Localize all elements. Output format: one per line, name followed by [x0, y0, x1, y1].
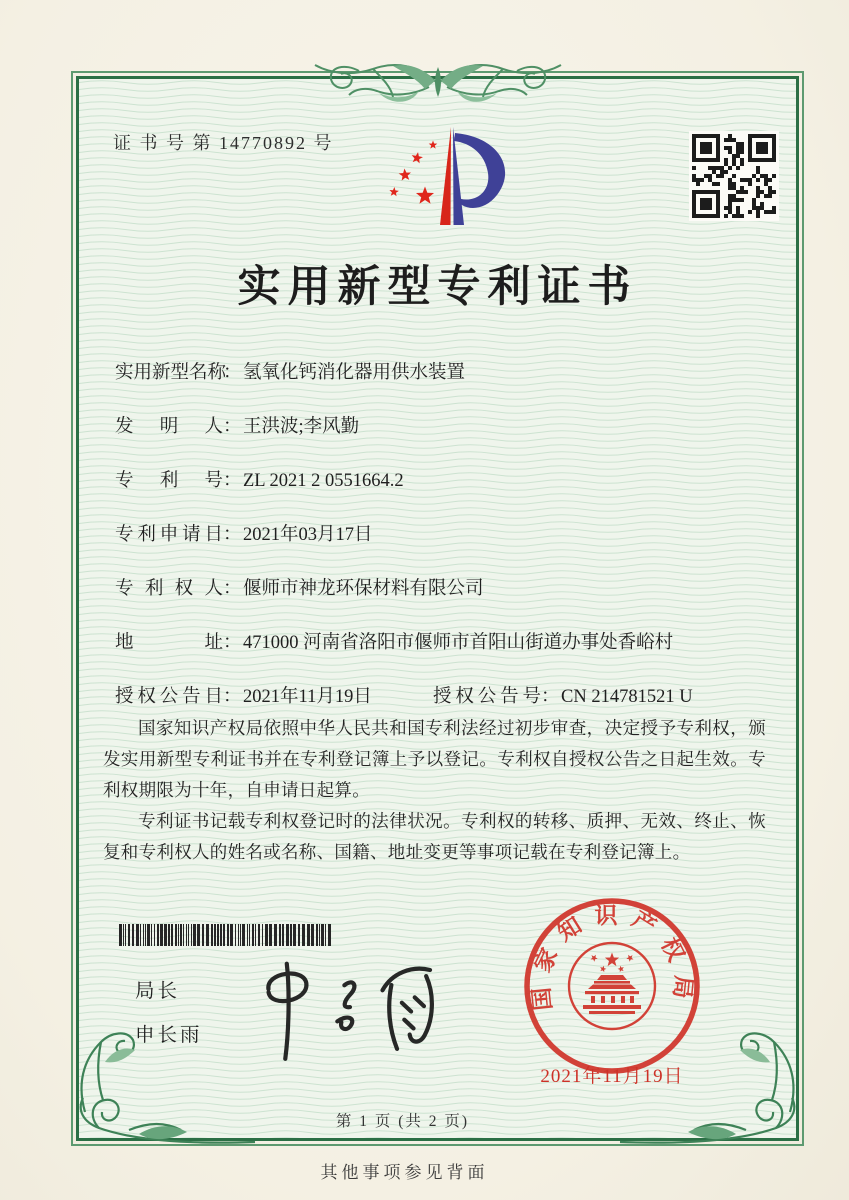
back-note: 其他事项参见背面	[320, 1163, 489, 1182]
barcode-bar	[279, 924, 281, 946]
barcode-bar	[262, 924, 263, 946]
field-colon: ：	[223, 633, 242, 653]
field-cell	[115, 467, 404, 495]
barcode-bar	[211, 924, 213, 946]
barcode-bar	[319, 924, 320, 946]
field-label: 发明人	[115, 417, 223, 437]
field-colon: ：	[223, 687, 242, 707]
field-cell	[115, 629, 673, 657]
barcode-bar	[214, 924, 216, 946]
field-value: CN 214781521 U	[561, 687, 693, 707]
barcode-bar	[123, 924, 124, 946]
barcode-bar	[206, 924, 209, 946]
seal-date: 2021年11月19日	[540, 1066, 684, 1087]
barcode-bar	[160, 924, 163, 946]
certificate-number: 证 书 号 第 14770892 号	[113, 133, 334, 153]
field-label: 授权公告日	[115, 687, 223, 707]
barcode-bar	[325, 924, 326, 946]
field-label: 地址	[115, 633, 223, 653]
barcode-bar	[238, 924, 239, 946]
field-label: 专利权人	[115, 579, 223, 599]
barcode-bar	[258, 924, 260, 946]
barcode-bar	[125, 924, 126, 946]
seal-ring-text: 国家知识产权局	[527, 902, 697, 1012]
field-list	[115, 359, 776, 737]
barcode-bar	[328, 924, 331, 946]
barcode-bar	[247, 924, 248, 946]
barcode-bar	[140, 924, 141, 946]
barcode-bar	[164, 924, 167, 946]
barcode-bar	[154, 924, 155, 946]
barcode-bar	[311, 924, 314, 946]
certificate-title: 实用新型专利证书	[237, 264, 638, 311]
field-value: 偃师市神龙环保材料有限公司	[243, 579, 484, 599]
barcode-bar	[249, 924, 250, 946]
barcode-bar	[178, 924, 179, 946]
barcode-bar	[186, 924, 187, 946]
field-colon: ：	[223, 363, 242, 383]
barcode-bar	[136, 924, 139, 946]
field-label: 授权公告号	[433, 687, 541, 707]
cnipa-logo-icon	[367, 121, 539, 233]
bottom-left-flourish-icon	[69, 1020, 259, 1150]
field-label: 专利号	[115, 471, 223, 491]
barcode-bar	[168, 924, 170, 946]
barcode-bar	[191, 924, 192, 946]
barcode-bar	[175, 924, 177, 946]
field-colon: ：	[223, 417, 242, 437]
field-cell	[115, 359, 465, 387]
issuer-name: 申长雨	[135, 1025, 203, 1046]
barcode-bar	[290, 924, 292, 946]
barcode-bar	[202, 924, 204, 946]
field-row	[115, 413, 776, 467]
barcode-bar	[227, 924, 229, 946]
barcode-bar	[274, 924, 277, 946]
barcode-bar	[293, 924, 296, 946]
barcode-bar	[240, 924, 241, 946]
barcode-bar	[193, 924, 196, 946]
barcode-bar	[242, 924, 245, 946]
barcode-bar	[132, 924, 134, 946]
barcode-bar	[252, 924, 254, 946]
barcode-bar	[255, 924, 256, 946]
field-colon: ：	[223, 471, 242, 491]
qr-code-icon	[689, 131, 779, 221]
body-paragraph: 国家知识产权局依照中华人民共和国专利法经过初步审查，决定授予专利权，颁发实用新型专利证书并在专利登记簿上予以登记。专利权自授权公告之日起生效。专利权期限为十年，自申请日起算。	[103, 718, 766, 800]
field-row	[115, 629, 776, 683]
barcode-icon	[119, 924, 333, 946]
field-row	[115, 467, 776, 521]
barcode-bar	[282, 924, 284, 946]
field-label: 专利申请日	[115, 525, 223, 545]
barcode-bar	[302, 924, 305, 946]
barcode-bar	[188, 924, 189, 946]
field-value: 氢氧化钙消化器用供水装置	[243, 363, 466, 383]
field-cell	[115, 521, 373, 549]
field-colon: ：	[541, 687, 560, 707]
barcode-bar	[286, 924, 289, 946]
field-value: 471000 河南省洛阳市偃师市首阳山街道办事处香峪村	[243, 633, 674, 653]
barcode-bar	[265, 924, 268, 946]
barcode-bar	[217, 924, 219, 946]
border-frame	[71, 71, 804, 1146]
barcode-bar	[143, 924, 144, 946]
barcode-bar	[197, 924, 200, 946]
certificate-content	[73, 73, 802, 1144]
field-cell	[115, 413, 359, 441]
field-value: 2021年11月19日	[243, 687, 372, 707]
barcode-bar	[151, 924, 152, 946]
barcode-bar	[220, 924, 222, 946]
handwritten-signature-icon	[240, 952, 468, 1066]
field-value: 2021年03月17日	[243, 525, 373, 545]
barcode-bar	[183, 924, 184, 946]
barcode-bar	[223, 924, 225, 946]
body-paragraph: 专利证书记载专利权登记时的法律状况。专利权的转移、质押、无效、终止、恢复和专利权人的姓名或名称、国籍、地址变更等事项记载在专利登记簿上。	[103, 811, 766, 862]
barcode-bar	[269, 924, 272, 946]
barcode-bar	[235, 924, 236, 946]
field-colon: ：	[223, 579, 242, 599]
legal-text	[103, 713, 766, 868]
field-cell	[115, 683, 433, 711]
barcode-bar	[316, 924, 318, 946]
field-cell	[433, 683, 693, 711]
barcode-bar	[157, 924, 159, 946]
field-row	[115, 575, 776, 629]
field-label: 实用新型名称	[115, 363, 227, 383]
field-row	[115, 521, 776, 575]
field-row	[115, 359, 776, 413]
issuer-title: 局长	[135, 981, 181, 1002]
barcode-bar	[145, 924, 146, 946]
barcode-bar	[307, 924, 310, 946]
field-value: ZL 2021 2 0551664.2	[243, 471, 404, 491]
field-value: 王洪波;李风勤	[243, 417, 360, 437]
page-number: 第 1 页 (共 2 页)	[335, 1113, 470, 1130]
top-flourish-ornament-icon	[307, 51, 569, 117]
barcode-bar	[321, 924, 324, 946]
bottom-right-flourish-icon	[616, 1020, 806, 1150]
barcode-bar	[298, 924, 300, 946]
barcode-bar	[180, 924, 182, 946]
field-colon: ：	[223, 525, 242, 545]
barcode-bar	[147, 924, 150, 946]
barcode-bar	[119, 924, 122, 946]
barcode-bar	[230, 924, 233, 946]
barcode-bar	[171, 924, 173, 946]
field-cell	[115, 575, 484, 603]
barcode-bar	[128, 924, 130, 946]
